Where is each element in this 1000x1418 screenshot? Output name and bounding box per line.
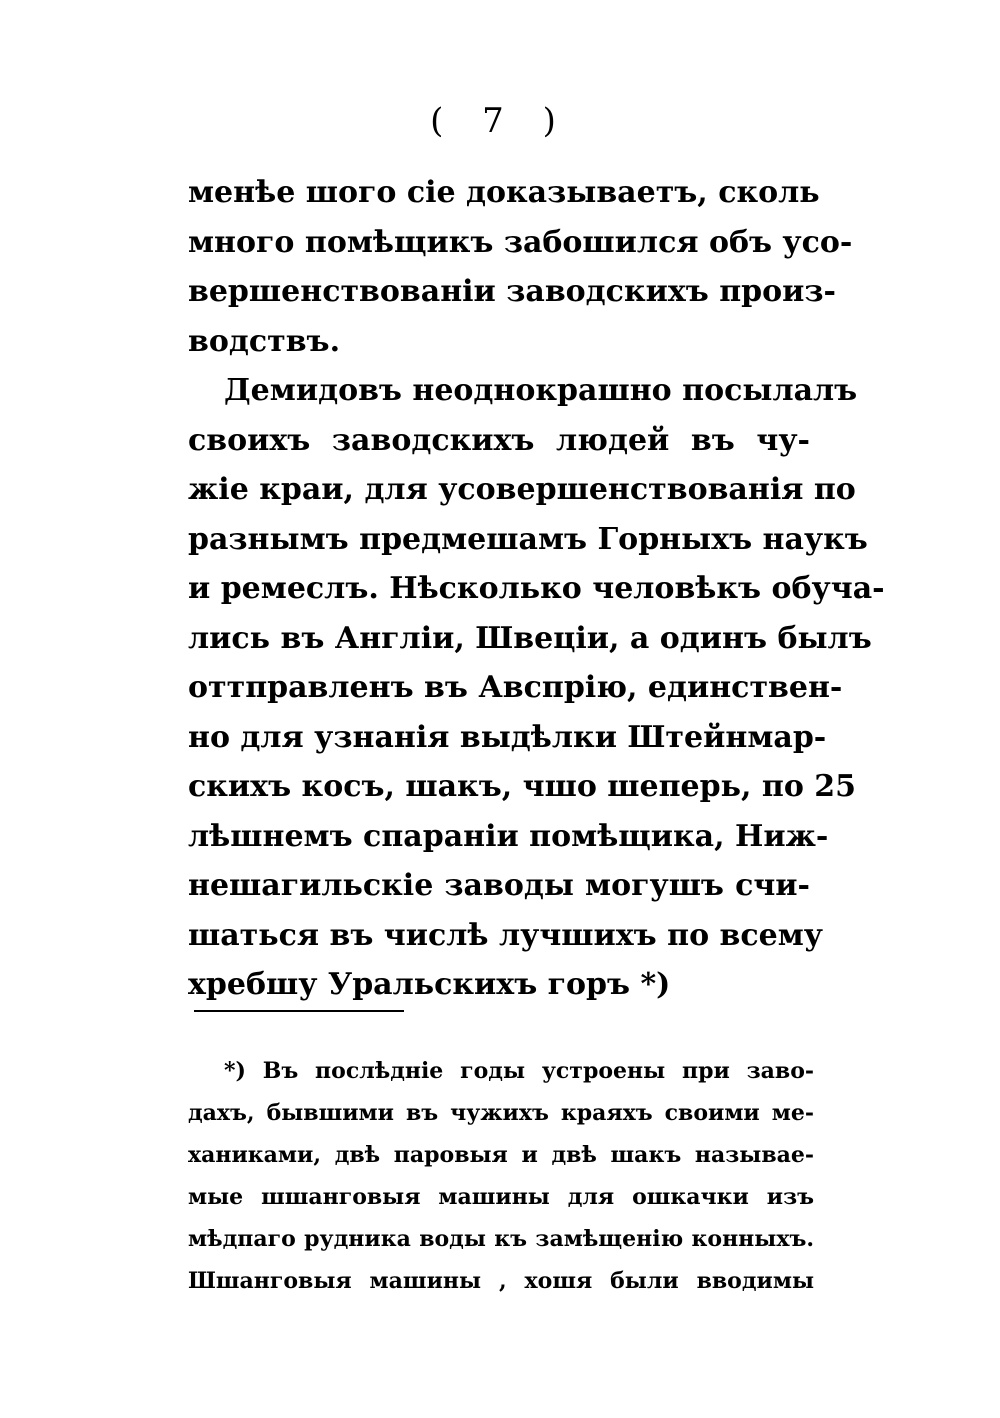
text-line: вершенствованіи заводскихъ произ- bbox=[188, 274, 836, 309]
footnote-line: мѣдпаго рудника воды къ замѣщенію конныхъ. bbox=[188, 1226, 814, 1252]
text-line: лись въ Англіи, Швеціи, а одинъ былъ bbox=[188, 620, 872, 656]
footnote-line: ханиками, двѣ паровыя и двѣ шакъ называе- bbox=[188, 1142, 814, 1168]
text-line: нешагильскіе заводы могушъ счи- bbox=[188, 868, 810, 903]
page-number: ( 7 ) bbox=[430, 101, 570, 141]
text-line: скихъ косъ, шакъ, чшо шеперь, по 25 bbox=[188, 769, 857, 804]
footnote-divider bbox=[194, 1010, 404, 1012]
text-line: оттправленъ въ Авспрію, единствен- bbox=[188, 670, 843, 705]
text-line: Демидовъ неоднокрашно посылалъ bbox=[224, 373, 858, 408]
footnote-line: мые шшанговыя машины для ошкачки изъ bbox=[188, 1184, 814, 1210]
text-line: и ремеслъ. Нѣсколько человѣкъ обуча- bbox=[188, 571, 885, 606]
text-line: много помѣщикъ забошился объ усо- bbox=[188, 224, 853, 260]
footnote-line: *) Въ послѣдніе годы устроены при заво- bbox=[224, 1058, 814, 1084]
text-line: водствъ. bbox=[188, 323, 341, 359]
text-line: лѣшнемъ спараніи помѣщика, Ниж- bbox=[188, 818, 829, 854]
text-line: разнымъ предмешамъ Горныхъ наукъ bbox=[188, 521, 868, 557]
text-line: своихъ заводскихъ людей въ чу- bbox=[188, 422, 810, 458]
text-line: менѣе шого сіе доказываетъ, сколь bbox=[188, 175, 820, 210]
paragraph-2 bbox=[188, 366, 885, 1010]
paragraph-1 bbox=[188, 168, 853, 366]
footnote-line: Шшанговыя машины , хошя были вводимы bbox=[188, 1268, 814, 1294]
footnote bbox=[188, 1050, 814, 1302]
text-line: шаться въ числѣ лучшихъ по всему bbox=[188, 917, 823, 953]
footnote-line: дахъ, бывшими въ чужихъ краяхъ своими ме- bbox=[188, 1100, 814, 1126]
text-line: но для узнанія выдѣлки Штейнмар- bbox=[188, 719, 827, 755]
text-line: хребшу Уральскихъ горъ *) bbox=[188, 967, 671, 1002]
text-line: жіе краи, для усовершенствованія по bbox=[188, 472, 856, 507]
